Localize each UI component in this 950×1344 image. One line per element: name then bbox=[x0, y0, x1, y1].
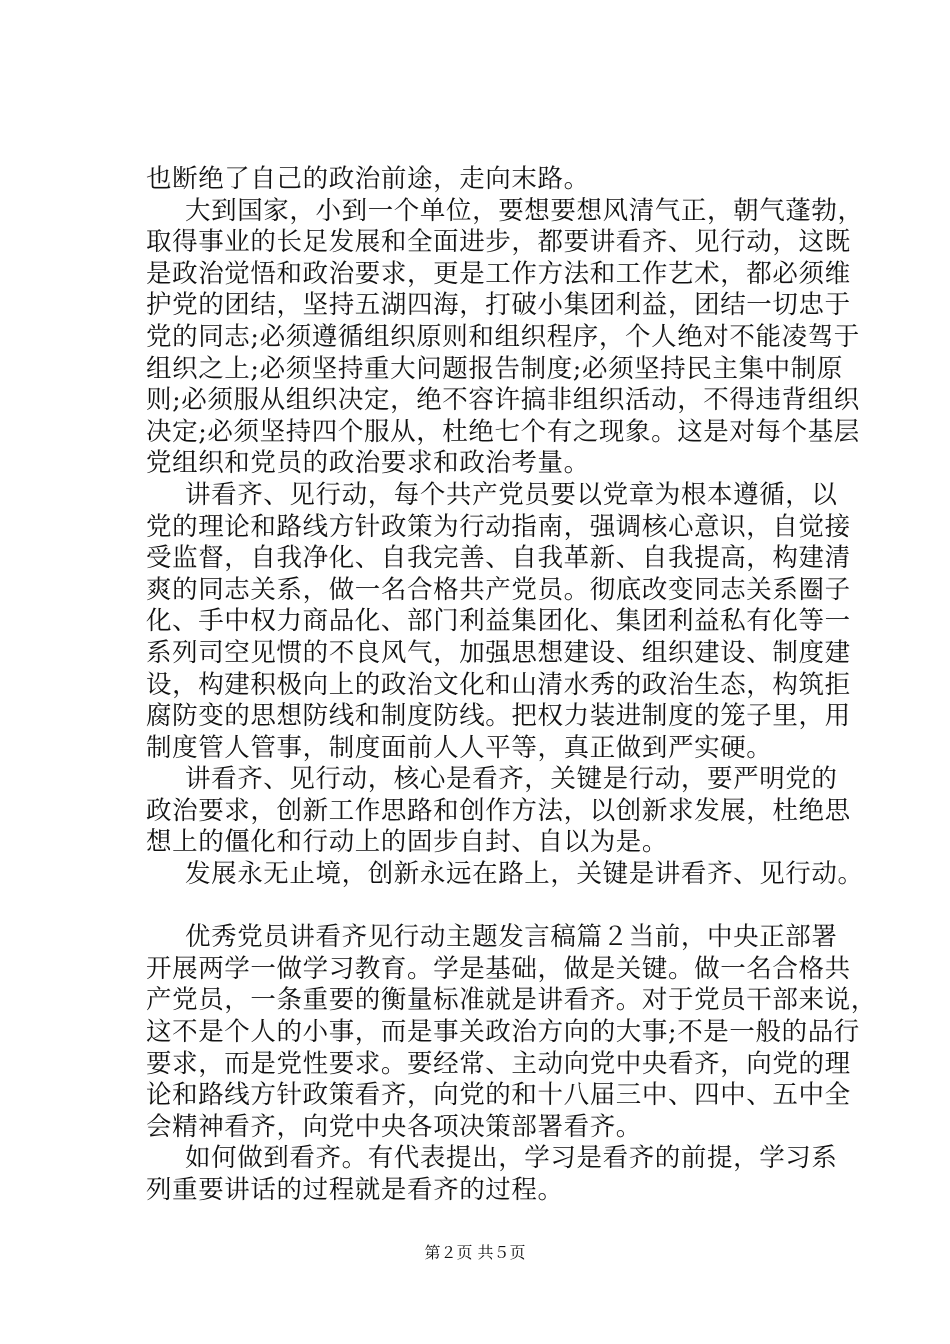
paragraph bbox=[146, 195, 864, 480]
paragraph bbox=[146, 1143, 838, 1206]
text-line: 党的理论和路线方针政策为行动指南，强调核心意识，自觉接 bbox=[146, 511, 851, 542]
text-line: 讲看齐、见行动，每个共产党员要以党章为根本遵循，以 bbox=[185, 479, 838, 510]
text-line: 优秀党员讲看齐见行动主题发言稿篇２当前，中央正部署 bbox=[185, 922, 838, 953]
text-line: 系列司空见惯的不良风气，加强思想建设、组织建设、制度建 bbox=[146, 637, 851, 668]
text-line: 讲看齐、见行动，核心是看齐，关键是行动，要严明党的 bbox=[185, 764, 838, 795]
text-line: 会精神看齐，向党中央各项决策部署看齐。 bbox=[146, 1111, 642, 1142]
text-line: 制度管人管事，制度面前人人平等，真正做到严实硬。 bbox=[146, 732, 773, 763]
text-line: 取得事业的长足发展和全面进步，都要讲看齐、见行动，这既 bbox=[146, 227, 851, 258]
text-line: 这不是个人的小事，而是事关政治方向的大事;不是一般的品行 bbox=[146, 1017, 860, 1048]
paragraph bbox=[146, 859, 864, 891]
text-line: 政治要求，创新工作思路和创作方法，以创新求发展，杜绝思 bbox=[146, 795, 851, 826]
text-line: 论和路线方针政策看齐，向党的和十八届三中、四中、五中全 bbox=[146, 1080, 851, 1111]
paragraph bbox=[146, 764, 851, 859]
document-body bbox=[146, 164, 877, 1207]
text-line: 如何做到看齐。有代表提出，学习是看齐的前提，学习系 bbox=[185, 1143, 838, 1174]
paragraph bbox=[146, 922, 877, 1143]
text-line: 大到国家，小到一个单位，要想要想风清气正，朝气蓬勃， bbox=[185, 195, 864, 226]
text-line: 决定;必须坚持四个服从，杜绝七个有之现象。这是对每个基层 bbox=[146, 416, 860, 447]
text-line: 发展永无止境，创新永远在路上，关键是讲看齐、见行动。 bbox=[185, 859, 864, 890]
text-line: 组织之上;必须坚持重大问题报告制度;必须坚持民主集中制原 bbox=[146, 353, 843, 384]
text-line: 开展两学一做学习教育。学是基础，做是关键。做一名合格共 bbox=[146, 953, 851, 984]
text-line: 党组织和党员的政治要求和政治考量。 bbox=[146, 448, 590, 479]
text-line: 想上的僵化和行动上的固步自封、自以为是。 bbox=[146, 827, 669, 858]
text-line: 列重要讲话的过程就是看齐的过程。 bbox=[146, 1175, 564, 1205]
text-line: 化、手中权力商品化、部门利益集团化、集团利益私有化等一 bbox=[146, 606, 851, 637]
text-line: 要求，而是党性要求。要经常、主动向党中央看齐，向党的理 bbox=[146, 1048, 851, 1079]
page-footer: 第２页 共５页 bbox=[424, 1243, 526, 1262]
paragraph-gap bbox=[146, 891, 806, 923]
text-line: 产党员，一条重要的衡量标准就是讲看齐。对于党员干部来说， bbox=[146, 985, 877, 1016]
text-line: 则;必须服从组织决定，绝不容许搞非组织活动，不得违背组织 bbox=[146, 385, 860, 416]
text-line: 受监督，自我净化、自我完善、自我革新、自我提高，构建清 bbox=[146, 543, 851, 574]
text-line: 爽的同志关系，做一名合格共产党员。彻底改变同志关系圈子 bbox=[146, 574, 851, 605]
paragraph bbox=[146, 164, 806, 196]
text-line: 也断绝了自己的政治前途，走向末路。 bbox=[146, 164, 590, 194]
text-line: 腐防变的思想防线和制度防线。把权力装进制度的笼子里，用 bbox=[146, 701, 851, 732]
text-line: 设，构建积极向上的政治文化和山清水秀的政治生态，构筑拒 bbox=[146, 669, 851, 700]
text-line: 党的同志;必须遵循组织原则和组织程序，个人绝对不能凌驾于 bbox=[146, 321, 860, 352]
paragraph bbox=[146, 479, 851, 764]
text-line: 是政治觉悟和政治要求，更是工作方法和工作艺术，都必须维 bbox=[146, 258, 851, 289]
text-line: 护党的团结，坚持五湖四海，打破小集团利益，团结一切忠于 bbox=[146, 290, 851, 321]
